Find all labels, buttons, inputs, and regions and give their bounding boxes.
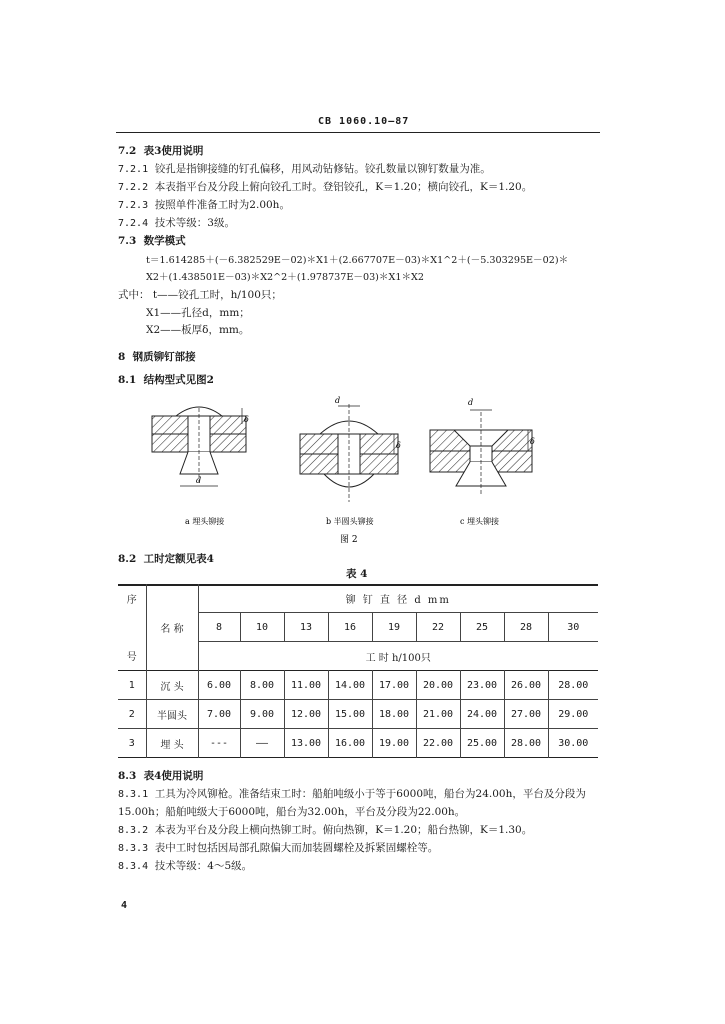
formula-line-2: X2＋(1.438501E－03)＊X2^2＋(1.978737E－03)＊X1＊X2 (146, 272, 424, 283)
table-cell: 28.00 (558, 679, 589, 691)
diameter-cell: 10 (240, 613, 284, 642)
row-no: 1 (118, 671, 146, 700)
caption-a: a 埋头铆接 (185, 517, 225, 526)
table-cell: 27.00 (504, 700, 548, 729)
table-cell: —— (240, 729, 284, 758)
table-cell: 6.00 (198, 671, 240, 700)
table-cell: 7.00 (198, 700, 240, 729)
rivet-diagram-c (430, 398, 535, 494)
table-cell: 29.00 (558, 708, 589, 720)
table-cell: 13.00 (284, 729, 328, 758)
diameter-cell: 25 (460, 613, 504, 642)
item-7-2-4: 7.2.4 技术等级：3级。 (118, 217, 235, 229)
diameter-cell: 19 (372, 613, 416, 642)
table-cell: 17.00 (372, 671, 416, 700)
table-cell: 25.00 (460, 729, 504, 758)
where-x2: X2——板厚δ，mm。 (146, 324, 250, 336)
table-cell: 9.00 (240, 700, 284, 729)
item-8-3-4: 8.3.4 技术等级：4～5级。 (118, 860, 253, 872)
table-header-row-1 (118, 584, 598, 613)
table-cell: 19.00 (372, 729, 416, 758)
row-no: 3 (118, 729, 146, 758)
table-cell: 11.00 (284, 671, 328, 700)
table-cell: 24.00 (460, 700, 504, 729)
label-delta-b: δ (396, 441, 401, 450)
table-cell: 14.00 (328, 671, 372, 700)
section-8-1-heading: 8.1 结构型式见图2 (118, 374, 214, 386)
table-cell: 18.00 (372, 700, 416, 729)
formula-where: 式中： t——铰孔工时，h/100只； (118, 289, 282, 301)
document-code: CB 1060.10—87 (318, 116, 410, 127)
rivet-diagram-b (300, 396, 401, 502)
table-header-row-3 (118, 642, 598, 671)
table-row (118, 729, 598, 758)
header-rule (116, 132, 600, 133)
page-number: 4 (121, 900, 128, 911)
diameter-cell: 28 (504, 613, 548, 642)
section-8-3-heading: 8.3 表4使用说明 (118, 770, 204, 782)
col-seq-top: 序 (118, 584, 146, 613)
item-8-3-2: 8.3.2 本表为平台及分段上横向热铆工时。俯向热铆，K＝1.20；船台热铆，K＝1.30。 (118, 824, 533, 836)
diameter-cell: 13 (284, 613, 328, 642)
diameter-cell: 16 (328, 613, 372, 642)
table-header-row-2 (118, 613, 598, 642)
item-7-2-2: 7.2.2 本表指平台及分段上俯向铰孔工时。登铝铰孔，K＝1.20；横向铰孔，K＝1.20。 (118, 181, 533, 193)
table-cell: 20.00 (416, 671, 460, 700)
diameter-cell: 30 (548, 613, 598, 642)
diameter-header: 铆 钉 直 径 d mm (198, 584, 598, 613)
table-cell: 21.00 (416, 700, 460, 729)
table-cell: 26.00 (504, 671, 548, 700)
label-d-c: d (468, 398, 474, 407)
item-8-3-3: 8.3.3 表中工时包括因局部孔隙偏大而加装圆螺栓及拆紧固螺栓等。 (118, 842, 439, 854)
work-header: 工 时 h/100只 (365, 652, 431, 664)
section-8-2-heading: 8.2 工时定额见表4 (118, 553, 214, 565)
row-name: 埋 头 (146, 729, 198, 758)
row-no: 2 (118, 700, 146, 729)
item-7-2-1: 7.2.1 铰孔是指铆接缝的钉孔偏移，用风动钻修钻。铰孔数量以铆钉数量为准。 (118, 163, 491, 175)
diameter-cell: 22 (416, 613, 460, 642)
table-4 (118, 584, 598, 758)
row-name: 沉 头 (146, 671, 198, 700)
table-cell: 16.00 (328, 729, 372, 758)
formula-line-1: t＝1.614285＋(－6.382529E－02)＊X1＋(2.667707E－03)＊X1^2＋(－5.303295E－02)＊ (146, 255, 569, 266)
table-cell: --- (198, 729, 240, 758)
section-7-3-heading: 7.3 数学模式 (118, 235, 186, 247)
table-row (118, 700, 598, 729)
col-name: 名 称 (146, 613, 198, 642)
table-cell: 30.00 (558, 737, 589, 749)
table-cell: 23.00 (460, 671, 504, 700)
table-cell: 15.00 (328, 700, 372, 729)
label-delta-c: δ (530, 437, 535, 446)
where-x1: X1——孔径d，mm； (146, 307, 250, 319)
label-d-a: d (196, 476, 202, 485)
label-delta-a: δ (244, 415, 249, 424)
caption-c: c 埋头铆接 (460, 517, 500, 526)
section-7-2-heading: 7.2 表3使用说明 (118, 145, 204, 157)
item-8-3-1-cont: 15.00h；船舶吨级大于6000吨，船台为32.00h，平台及分段为22.00h。 (118, 806, 466, 818)
item-7-2-3: 7.2.3 按照单件准备工时为2.00h。 (118, 199, 290, 211)
label-d-b: d (335, 396, 341, 405)
section-8-heading: 8 钢质铆钉部接 (118, 351, 196, 363)
table-cell: 28.00 (504, 729, 548, 758)
table-4-title: 表 4 (346, 568, 368, 580)
figure-caption: 图 2 (340, 535, 358, 545)
table-cell: 8.00 (240, 671, 284, 700)
table-cell: 12.00 (284, 700, 328, 729)
item-8-3-1: 8.3.1 工具为冷风铆枪。准备结束工时：船舶吨级小于等于6000吨，船台为24.00h，平台及分段为 (118, 788, 586, 800)
col-seq-bottom: 号 (118, 642, 146, 671)
figure-2 (130, 390, 560, 550)
caption-b: b 半圆头铆接 (326, 517, 374, 526)
table-row (118, 671, 598, 700)
diameter-cell: 8 (198, 613, 240, 642)
row-name: 半圆头 (146, 700, 198, 729)
table-cell: 22.00 (416, 729, 460, 758)
rivet-diagram-a (152, 407, 249, 486)
